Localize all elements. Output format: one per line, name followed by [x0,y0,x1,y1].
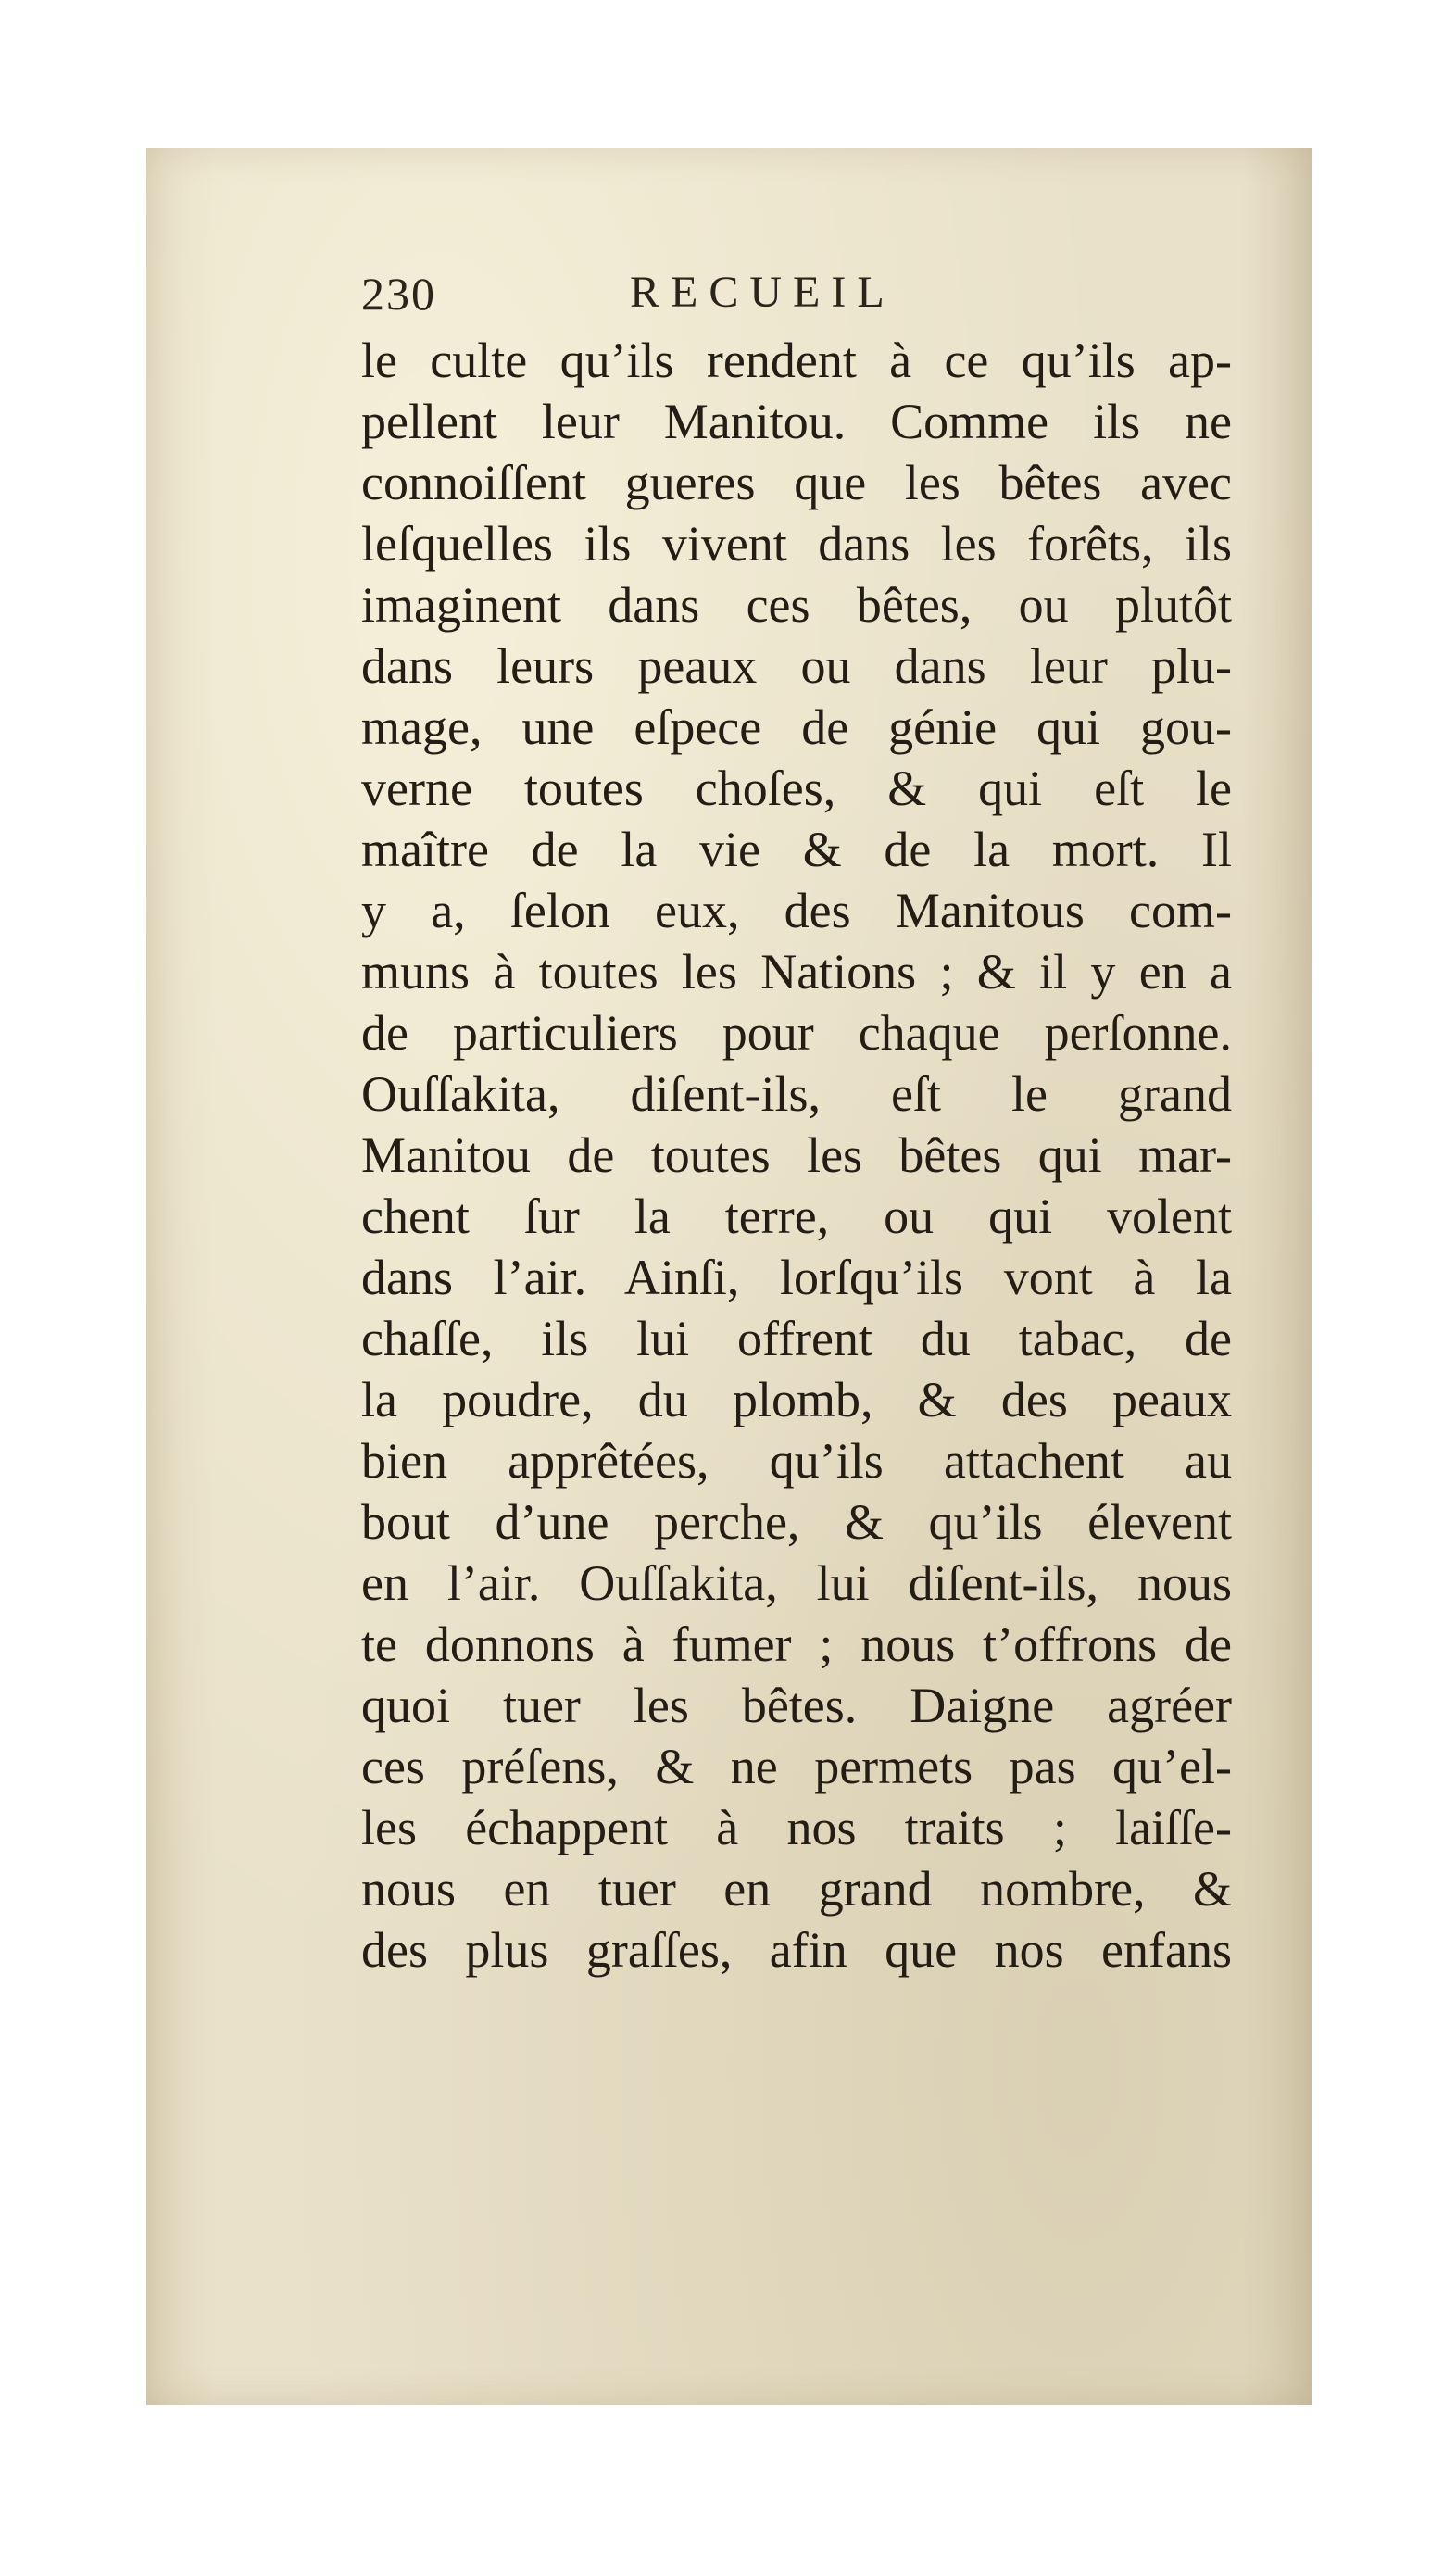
text-line: imaginent dans ces bêtes, ou plutôt [361,577,1232,633]
text-line: chent ſur la terre, ou qui volent [361,1188,1232,1244]
text-line: les échappent à nos traits ; laiſſe- [361,1800,1232,1855]
text-line: Ouſſakita, diſent-ils, eſt le grand [361,1066,1232,1122]
text-line: en l’air. Ouſſakita, lui diſent-ils, nous [361,1555,1232,1611]
text-line: bout d’une perche, & qu’ils élevent [361,1494,1232,1550]
text-line: muns à toutes les Nations ; & il y en a [361,944,1232,1000]
page-header [361,267,1084,332]
book-page [146,148,1312,2405]
text-line: ces préſens, & ne permets pas qu’el- [361,1739,1232,1794]
text-line: dans leurs peaux ou dans leur plu- [361,638,1232,694]
text-line: quoi tuer les bêtes. Daigne agréer [361,1678,1232,1733]
page-number: 230 [361,268,436,320]
body-text [361,330,1232,1981]
text-line: connoiſſent gueres que les bêtes avec [361,455,1232,510]
text-line: le culte qu’ils rendent à ce qu’ils ap- [361,333,1232,388]
text-line: maître de la vie & de la mort. Il [361,822,1232,877]
running-head: RECUEIL [630,268,896,317]
text-line: nous en tuer en grand nombre, & [361,1861,1232,1917]
text-line: des plus graſſes, afin que nos enfans [361,1922,1232,1978]
text-line: bien apprêtées, qu’ils attachent au [361,1433,1232,1489]
text-line: te donnons à fumer ; nous t’offrons de [361,1616,1232,1672]
text-line: chaſſe, ils lui offrent du tabac, de [361,1311,1232,1366]
text-line: leſquelles ils vivent dans les forêts, ils [361,516,1232,572]
text-line: pellent leur Manitou. Comme ils ne [361,394,1232,449]
text-line: y a, ſelon eux, des Manitous com- [361,883,1232,938]
text-line: verne toutes choſes, & qui eſt le [361,761,1232,816]
text-line: Manitou de toutes les bêtes qui mar- [361,1127,1232,1183]
text-line: la poudre, du plomb, & des peaux [361,1372,1232,1427]
text-line: mage, une eſpece de génie qui gou- [361,699,1232,755]
text-line: dans l’air. Ainſi, lorſqu’ils vont à la [361,1250,1232,1305]
text-line: de particuliers pour chaque perſonne. [361,1005,1232,1061]
